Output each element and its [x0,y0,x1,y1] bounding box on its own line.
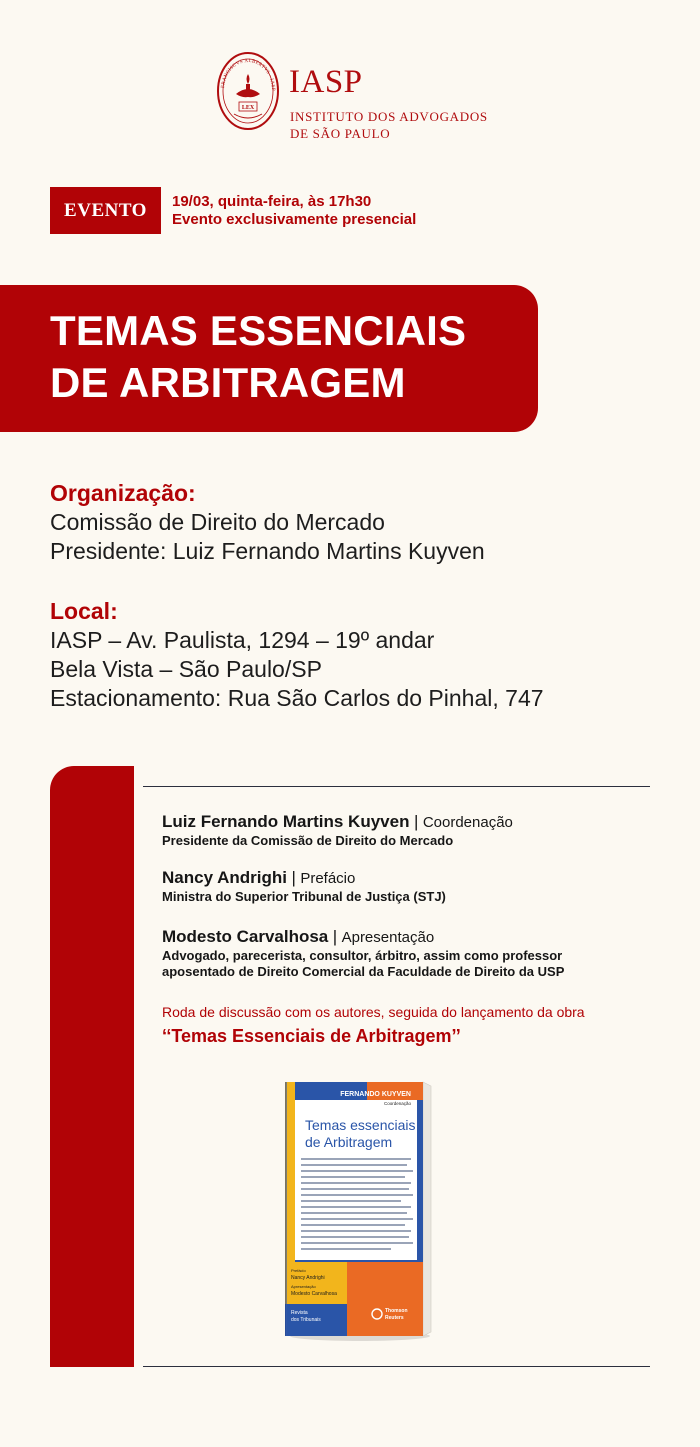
svg-text:LEX: LEX [241,105,255,111]
divider-top [143,786,650,787]
location-section [50,597,544,713]
svg-text:Modesto Carvalhosa: Modesto Carvalhosa [291,1291,337,1297]
title-banner [0,285,538,432]
author-role: Prefácio [300,870,356,887]
iasp-seal-logo [216,50,280,132]
page-title: TEMAS ESSENCIAIS DE ARBITRAGEM [50,307,467,406]
svg-text:Apresentação: Apresentação [291,1284,316,1289]
author-andrighi [162,868,642,905]
logo-subtitle: INSTITUTO DOS ADVOGADOS DE SÃO PAULO [290,109,488,141]
svg-text:Temas essenciais: Temas essenciais [305,1117,416,1133]
location-address: IASP – Av. Paulista, 1294 – 19º andar [50,627,435,653]
location-parking: Estacionamento: Rua São Carlos do Pinhal, 747 [50,685,544,711]
svg-text:Reuters: Reuters [385,1315,404,1321]
location-district: Bela Vista – São Paulo/SP [50,656,322,682]
author-name: Modesto Carvalhosa [162,927,329,946]
author-separator: | [332,927,338,946]
discussion-text: Roda de discussão com os autores, seguida do lançamento da obra [162,1004,585,1020]
author-description: Ministra do Superior Tribunal de Justiça (STJ) [162,889,446,904]
author-separator: | [413,812,419,831]
location-label: Local: [50,598,118,624]
book-cover-image [285,1076,435,1342]
author-separator: | [291,868,296,887]
author-role: Apresentação [341,929,435,946]
organization-president: Presidente: Luiz Fernando Martins Kuyven [50,538,485,564]
author-name: Nancy Andrighi [162,868,287,887]
svg-text:Thomson: Thomson [385,1308,408,1314]
event-date: 19/03, quinta-feira, às 17h30 [172,193,372,210]
author-kuyven [162,812,642,849]
author-carvalhosa [162,927,642,980]
organization-label: Organização: [50,480,196,506]
event-info [172,193,416,229]
svg-text:Prefácio: Prefácio [291,1268,306,1273]
organization-committee: Comissão de Direito do Mercado [50,509,385,535]
author-role: Coordenação [422,814,513,831]
author-name: Luiz Fernando Martins Kuyven [162,812,410,831]
svg-text:dos Tribunais: dos Tribunais [291,1317,321,1323]
book-title-quote: ‘‘Temas Essenciais de Arbitragem’’ [162,1026,461,1046]
event-badge: EVENTO [50,187,161,234]
event-mode: Evento exclusivamente presencial [172,211,417,228]
author-description: Advogado, parecerista, consultor, árbitro, assim como professor aposentado de Direito Comercial da Faculdade de Direito da USP [162,948,565,979]
logo-wordmark: IASP [289,64,363,100]
svg-text:Coordenação: Coordenação [383,1101,411,1106]
svg-text:Revista: Revista [291,1310,308,1316]
author-description: Presidente da Comissão de Direito do Mercado [162,833,454,848]
divider-bottom [143,1366,650,1367]
svg-text:FRANCISCVS ALBERTVS · IASP: FRANCISCVS ALBERTVS · IASP [221,58,276,91]
svg-text:FERNANDO KUYVEN: FERNANDO KUYVEN [340,1091,411,1098]
decorative-red-bar [50,766,134,1367]
svg-text:Nancy Andrighi: Nancy Andrighi [291,1275,325,1281]
organization-section [50,479,485,566]
svg-text:de Arbitragem: de Arbitragem [305,1134,393,1150]
